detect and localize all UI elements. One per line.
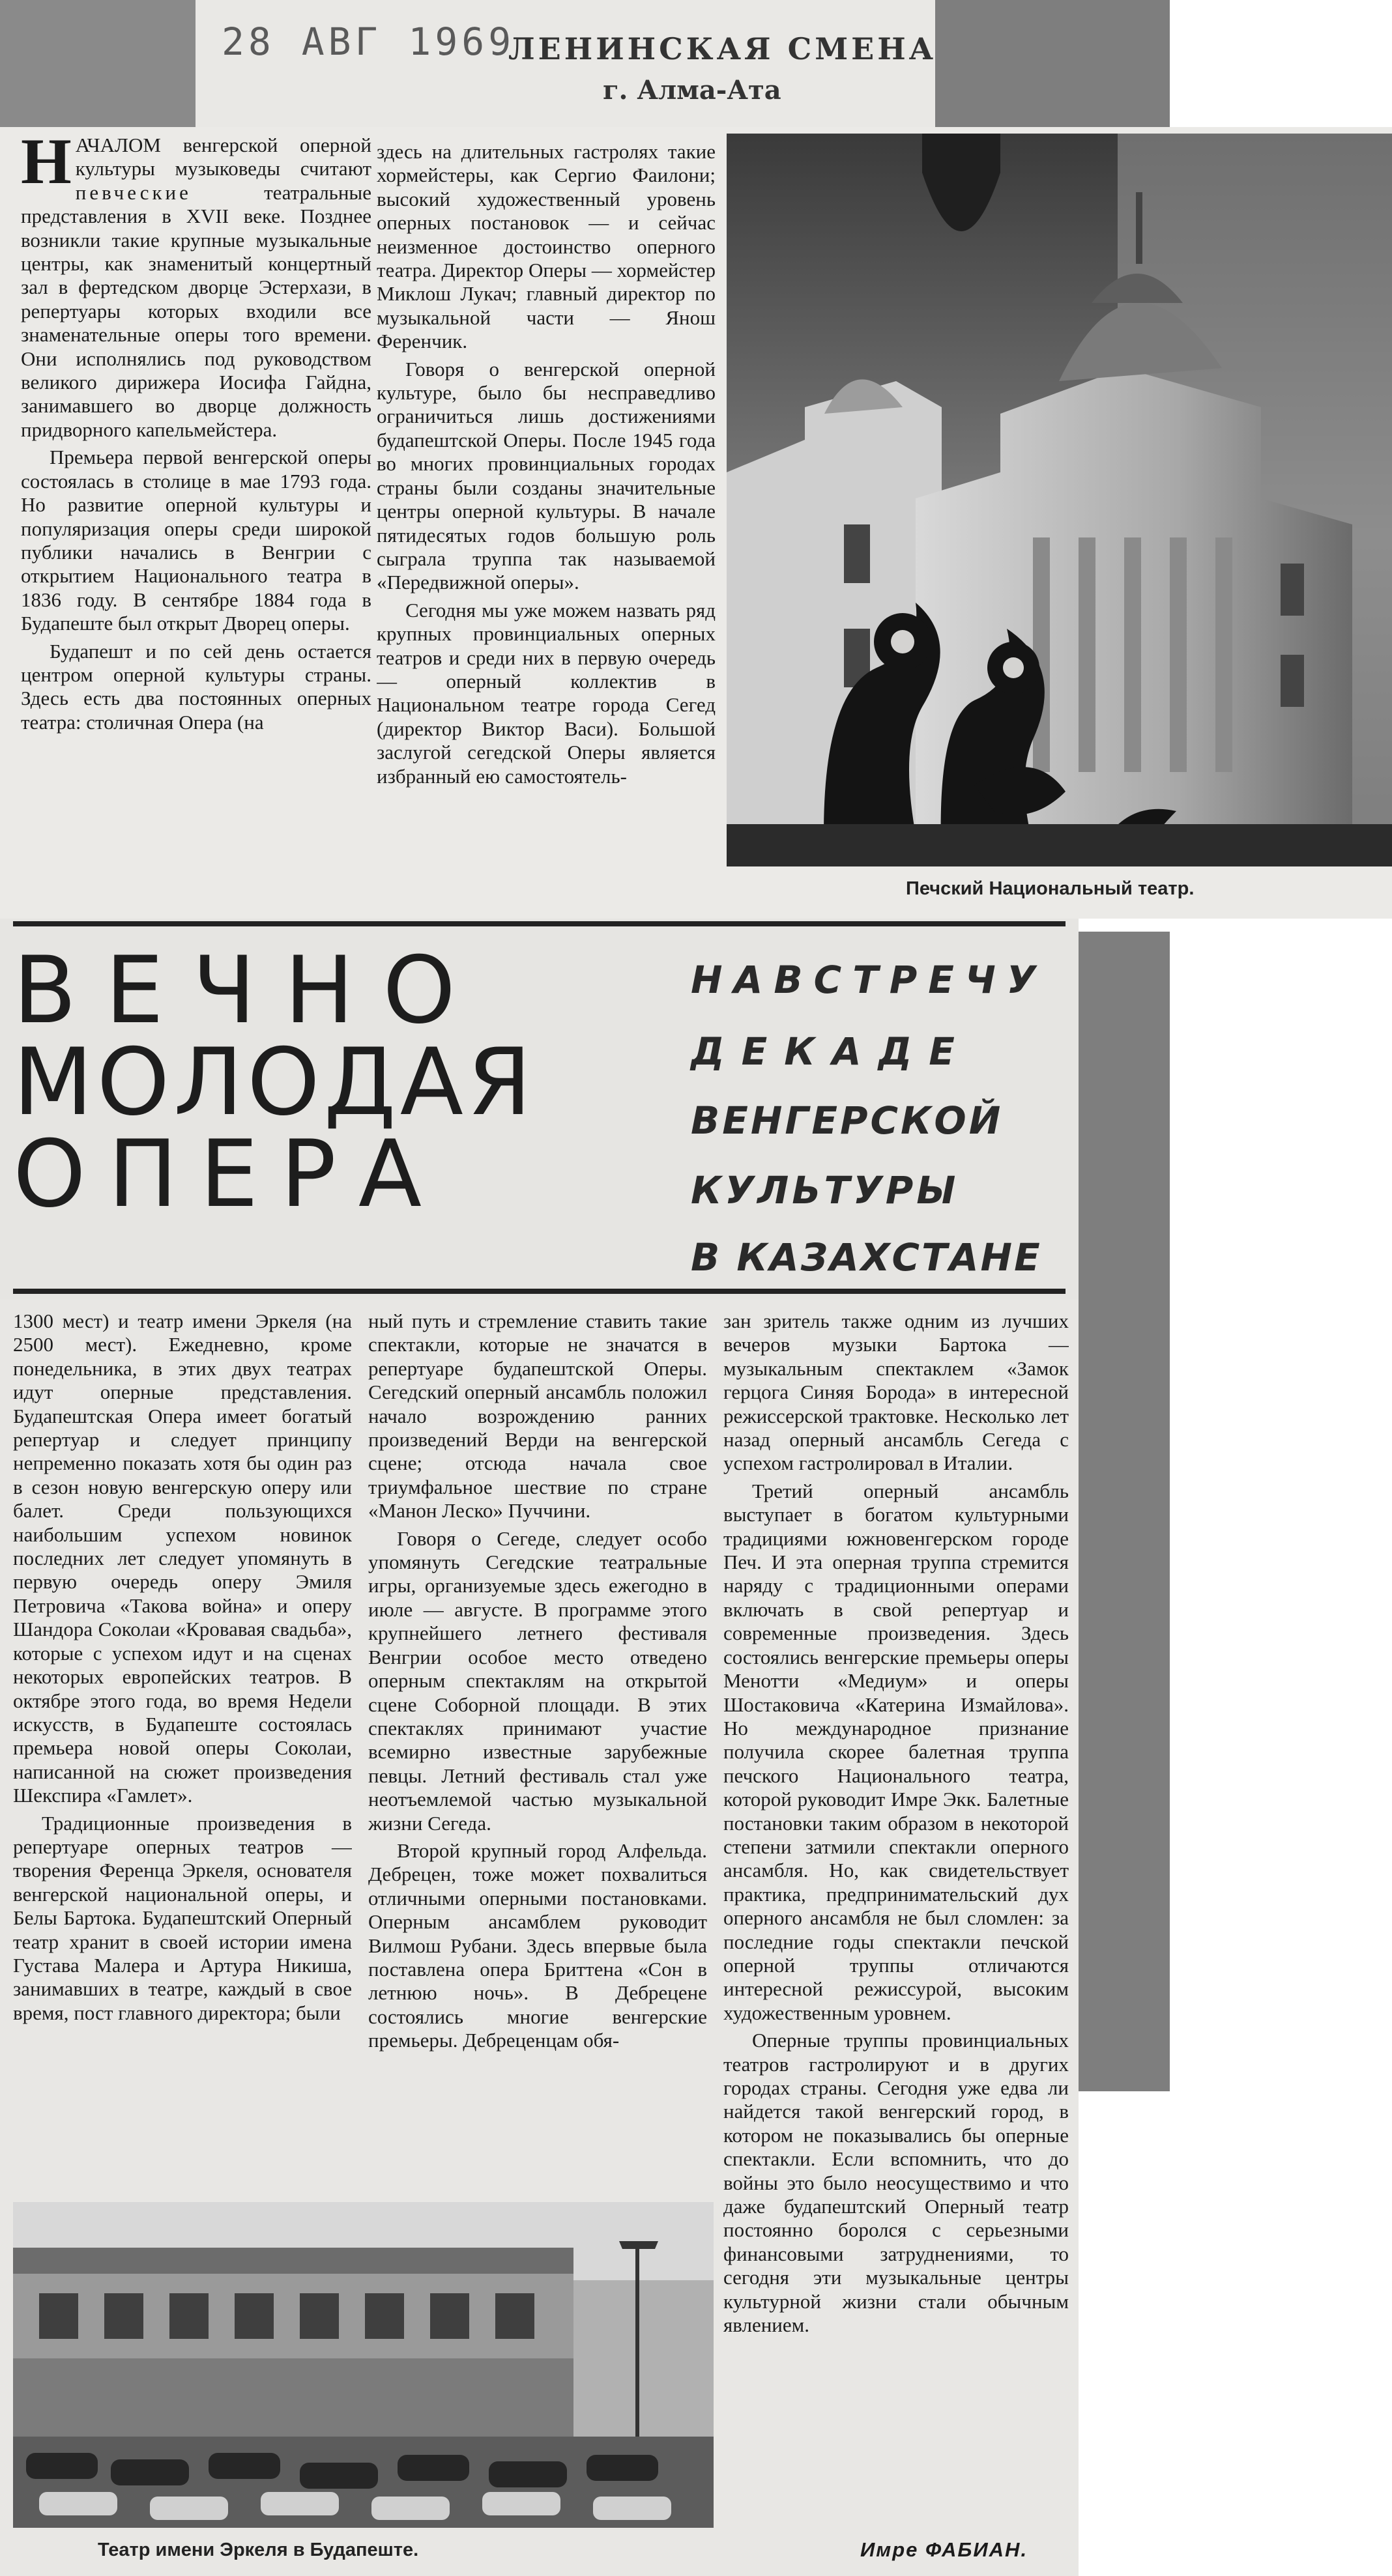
- drop-cap: Н: [21, 134, 72, 197]
- paragraph: Оперные труппы провинциальных театров гастролируют и в других городах страны. Сегодня уже едва ли найдется такой венгерский город, в котором не показывались бы оперные спектакли. Если вспомнить, что до войны это было неосуществимо и что даже будапештский Оперный театр постоянно боролся с серьезными финансовыми затруднениями, то сегодня эти музыкальные центры культурной жизни стали обычным явлением.: [723, 2029, 1069, 2337]
- kicker-line-3: ВЕНГЕРСКОЙ: [691, 1098, 1004, 1143]
- paragraph: зан зритель также одним из лучших вечеров музыки Бартока — музыкальным спектаклем «Замок герцога Синяя Борода» в интересной режиссерской трактовке. Несколько лет назад оперный ансамбль Сегеда с успехом гастролировал в Италии.: [723, 1309, 1069, 1475]
- paragraph: Говоря о Сегеде, следует особо упомянуть Сегедские театральные игры, организуемые здесь ежегодно в июле — августе. В программе этого крупнейшего летнего фестиваля Венгрии особое место отведено оперным спектаклям на открытой сцене Соборной площади. В этих спектаклях принимают участие всемирно известные зарубежные певцы. Летний фестиваль стал уже неотъемлемой частью музыкальной жизни Сегеда.: [368, 1526, 707, 1835]
- date-stamp: 28 АВГ 1969: [222, 20, 515, 64]
- paragraph: Третий оперный ансамбль выступает в богатом культурными традициями южновенгерском городе Печ. И эта оперная труппа стремится наряду с традиционными операми включать в свой репертуар и современные произведения. Здесь состоялись венгерские премьеры оперы Менотти «Медиум» и оперы Шостаковича «Катерина Измайлова». Но международное признание получила скорее балетная труппа печского Национального театра, которой руководит Имре Экк. Балетные постановки таким образом в некоторой степени затмили спектакли оперного ансамбля. Но, как свидетельствует практика, предпринимательский дух оперного ансамбля не был сломлен: за последние годы спектакли печской оперной труппы отличаются интересной режиссурой, высоким художественным уровнем.: [723, 1479, 1069, 2024]
- bottom-column-1: [13, 1309, 352, 2196]
- backing-strip-right: [1069, 932, 1170, 2091]
- paragraph-text: театральные представления в XVII веке. Позднее возникли такие крупные музыкальные центры, как знаменитый концертный зал в фертедском дворце Эстерхази, в репертуары которых входили все знаменательные оперы того времени. Они исполнялись под руководством великого дирижера Иосифа Гайдна, занимавшего во дворце должность придворного капельмейстера.: [21, 180, 371, 441]
- backing-strip-left: [0, 0, 196, 130]
- paragraph: Говоря о венгерской оперной культуре, было бы несправедливо ограничиться лишь достижениями будапештской Оперы. После 1945 года во многих провинциальных городах страны были созданы значительные центры оперной культуры. В начале пятидесятых годов большую роль сыграла труппа так называемой «Передвижной оперы».: [377, 357, 716, 594]
- author-signature: Имре ФАБИАН.: [860, 2538, 1028, 2561]
- paragraph-text: АЧАЛОМ венгерской оперной культуры музыковеды считают: [75, 134, 371, 180]
- top-column-2: [377, 140, 716, 899]
- city-name: г. Алма-Ата: [603, 75, 781, 106]
- newspaper-name: ЛЕНИНСКАЯ СМЕНА: [508, 31, 937, 66]
- erkel-photo-image: [13, 2202, 714, 2528]
- kicker-line-5: В КАЗАХСТАНЕ: [691, 1235, 1042, 1280]
- spaced-word: певческие: [75, 180, 192, 204]
- kicker-line-1: НАВСТРЕЧУ: [691, 958, 1047, 1002]
- paragraph: ный путь и стремление ставить такие спектакли, которые не значатся в репертуаре будапештской Оперы. Сегедский оперный ансамбль положил начало возрождению ранних произведений Верди на венгерской сцене; отсюда начала свое триумфальное шествие по стране «Манон Леско» Пуччини.: [368, 1309, 707, 1523]
- top-column-1: [21, 134, 371, 899]
- paragraph: Будапешт и по сей день остается центром оперной культуры страны. Здесь есть два постоянных оперных театра: столичная Опера (на: [21, 639, 371, 734]
- headline-rule-top: [13, 921, 1066, 926]
- paragraph: здесь на длительных гастролях такие хормейстеры, как Сергио Фаилони; высокий художественный уровень оперных постановок — и сейчас неизменное достоинство оперного театра. Директор Оперы — хормейстер Миклош Лукач; главный директор по музыкальной части — Янош Ференчик.: [377, 140, 716, 353]
- photo-erkel-theatre: [13, 2202, 714, 2528]
- headline-rule-bottom: [13, 1289, 1066, 1294]
- bottom-column-3: [723, 1309, 1069, 2534]
- headline-line-1: ВЕЧНО: [13, 937, 485, 1044]
- bottom-column-2: [368, 1309, 707, 2196]
- paragraph: Традиционные произведения в репертуаре оперных театров — творения Ференца Эркеля, основателя венгерской национальной оперы, и Белы Бартока. Будапештский Оперный театр хранит в своей истории имена Густава Малера и Артура Никиша, занимавших в театре, каждый в свое время, пост главного директора; были: [13, 1811, 352, 2024]
- kicker-line-2: ДЕКАДЕ: [691, 1029, 972, 1074]
- headline-line-2: МОЛОДАЯ: [13, 1029, 536, 1136]
- caption-erkel-theatre: Театр имени Эркеля в Будапеште.: [98, 2540, 419, 2560]
- caption-pecs-theatre: Печский Национальный театр.: [906, 878, 1195, 899]
- paragraph: 1300 мест) и театр имени Эркеля (на 2500 мест). Ежедневно, кроме понедельника, в этих двух театрах идут оперные представления. Будапештская Опера имеет богатый репертуар и следует принципу непременно показать хотя бы один раз в сезон новую венгерскую оперу или балет. Среди пользующихся наибольшим успехом новинок последних лет следует упомянуть в первую очередь оперу Эмиля Петровича «Такова война» и оперу Шандора Соколаи «Кровавая свадьба», которые с успехом идут и на сценах некоторых европейских театров. В октябре этого года, во время Недели искусств, в Будапеште состоялась премьера новой оперы Соколаи, написанной на сюжет произведения Шекспира «Гамлет».: [13, 1309, 352, 1807]
- headline-line-3: ОПЕРА: [13, 1121, 444, 1228]
- kicker-line-4: КУЛЬТУРЫ: [691, 1168, 959, 1212]
- photo-pecs-national-theatre: [727, 134, 1392, 866]
- paragraph: Премьера первой венгерской оперы состоялась в столице в мае 1793 года. Но развитие оперной культуры и популяризация оперы среди широкой публики начались в Венгрии с открытием Национального театра в 1836 году. В сентябре 1884 года в Будапеште был открыт Дворец оперы.: [21, 446, 371, 635]
- paragraph: Второй крупный город Алфельда. Дебрецен, тоже может похвалиться отличными оперными постановками. Оперным ансамблем руководит Вилмош Рубани. Здесь впервые была поставлена опера Бриттена «Сон в летнюю ночь». В Дебрецене состоялись многие венгерские премьеры. Дебреценцам обя-: [368, 1839, 707, 2052]
- paragraph: Сегодня мы уже можем назвать ряд крупных провинциальных оперных театров и среди них в первую очередь — оперный коллектив в Национальном театре города Сегед (директор Виктор Васи). Большой заслугой сегедской Оперы является избранный ею самостоятель-: [377, 598, 716, 788]
- theatre-photo-image: [727, 134, 1392, 866]
